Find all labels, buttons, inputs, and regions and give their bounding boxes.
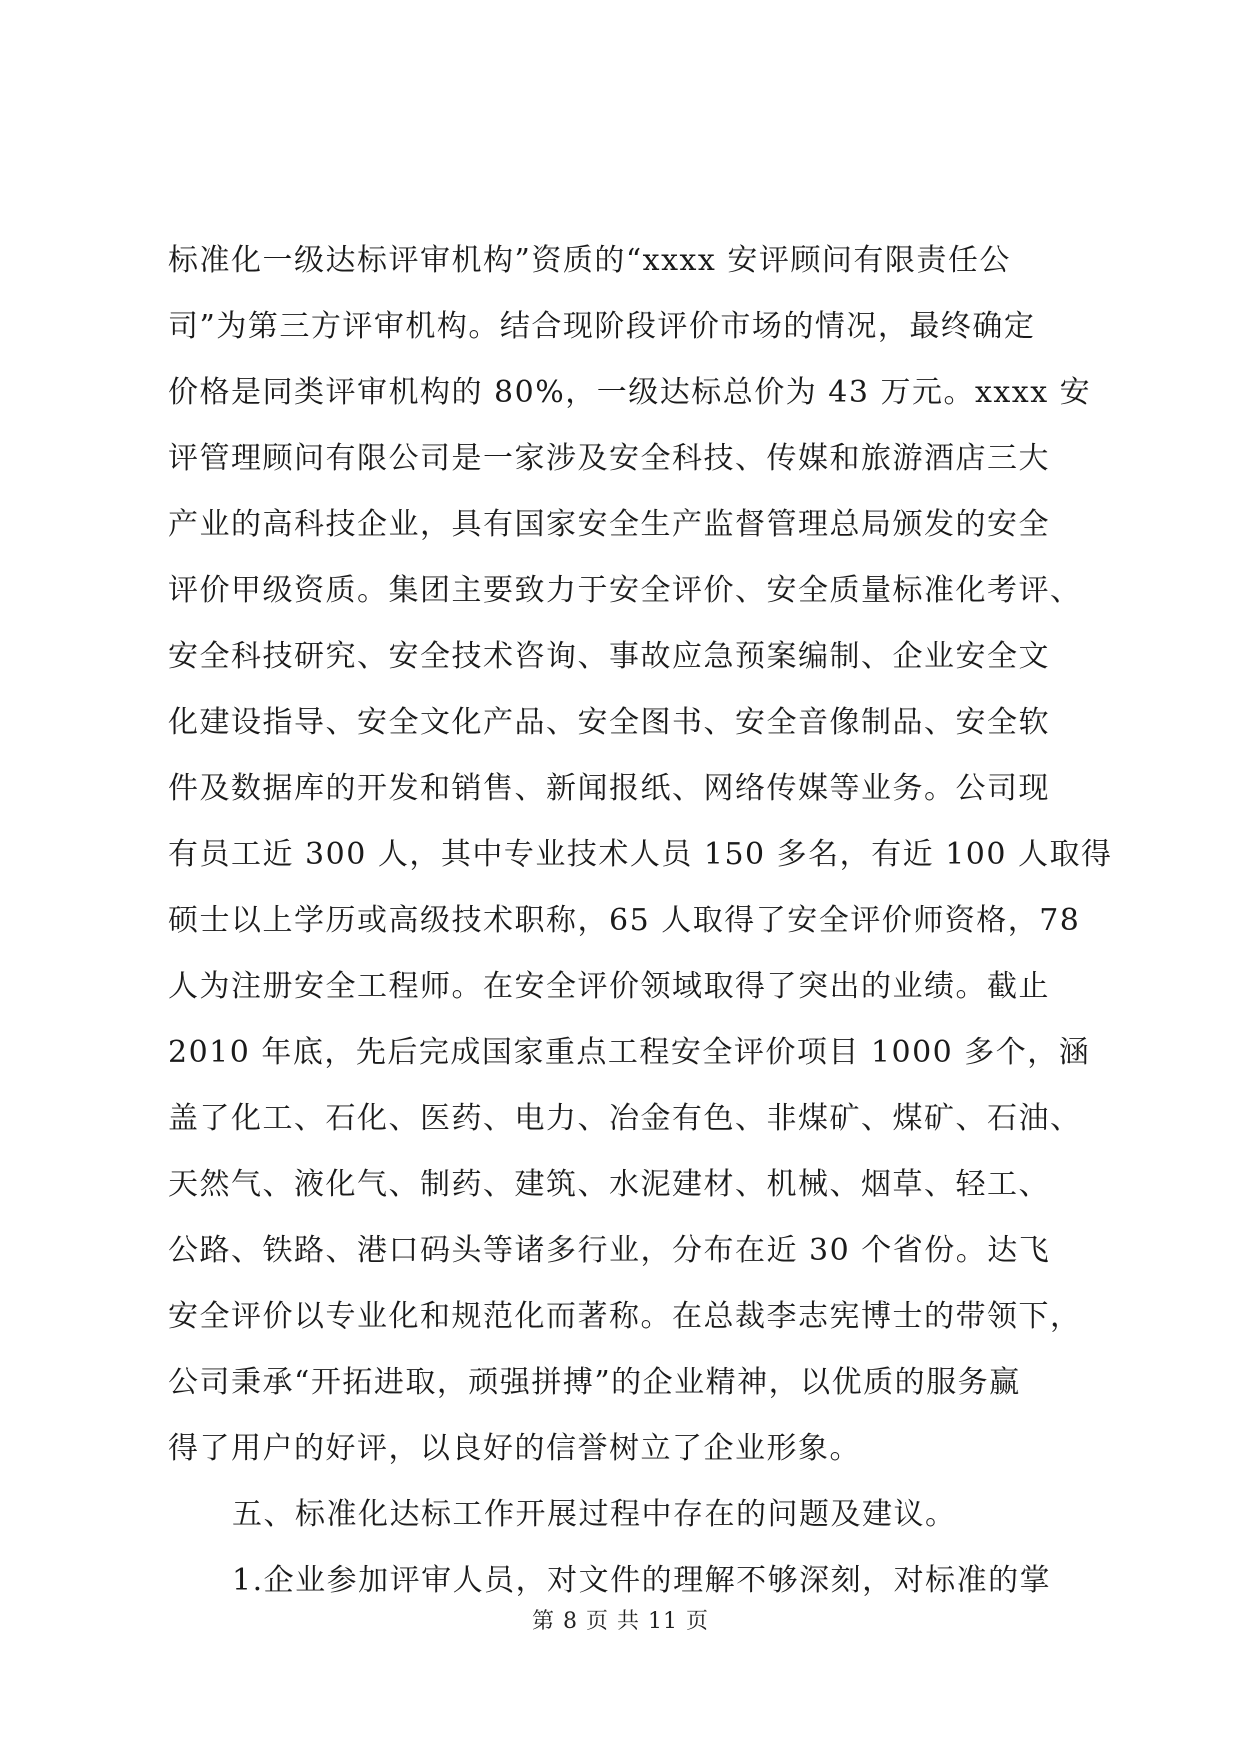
paragraph-line: 公路、铁路、港口码头等诸多行业，分布在近 30 个省份。达飞	[168, 1233, 1051, 1268]
list-item: 1.企业参加评审人员，对文件的理解不够深刻，对标准的掌	[232, 1563, 1052, 1598]
paragraph-line: 有员工近 300 人，其中专业技术人员 150 多名，有近 100 人取得	[168, 837, 1113, 872]
paragraph-line: 2010 年底，先后完成国家重点工程安全评价项目 1000 多个，涵	[168, 1035, 1091, 1070]
paragraph-line: 件及数据库的开发和销售、新闻报纸、网络传媒等业务。公司现	[168, 771, 1050, 806]
body-text	[168, 228, 1113, 1614]
paragraph-line: 天然气、液化气、制药、建筑、水泥建材、机械、烟草、轻工、	[168, 1167, 1050, 1202]
paragraph-line: 盖了化工、石化、医药、电力、冶金有色、非煤矿、煤矿、石油、	[168, 1101, 1082, 1136]
paragraph-line: 化建设指导、安全文化产品、安全图书、安全音像制品、安全软	[168, 705, 1050, 740]
paragraph-line: 评管理顾问有限公司是一家涉及安全科技、传媒和旅游酒店三大	[168, 441, 1050, 476]
paragraph-line: 安全科技研究、安全技术咨询、事故应急预案编制、企业安全文	[168, 639, 1050, 674]
paragraph-line: 人为注册安全工程师。在安全评价领域取得了突出的业绩。截止	[168, 969, 1050, 1004]
section-heading: 五、标准化达标工作开展过程中存在的问题及建议。	[232, 1497, 957, 1532]
paragraph-line: 得了用户的好评，以良好的信誉树立了企业形象。	[168, 1431, 861, 1466]
paragraph-line: 产业的高科技企业，具有国家安全生产监督管理总局颁发的安全	[168, 507, 1050, 542]
paragraph-line: 标准化一级达标评审机构”资质的“xxxx 安评顾问有限责任公	[168, 243, 1011, 278]
page-number: 第 8 页 共 11 页	[532, 1609, 709, 1634]
paragraph-line: 硕士以上学历或高级技术职称，65 人取得了安全评价师资格，78	[168, 903, 1081, 938]
paragraph-line: 安全评价以专业化和规范化而著称。在总裁李志宪博士的带领下，	[168, 1299, 1082, 1334]
paragraph-line: 公司秉承“开拓进取，顽强拼搏”的企业精神，以优质的服务赢	[168, 1365, 1021, 1400]
paragraph-line: 司”为第三方评审机构。结合现阶段评价市场的情况，最终确定	[168, 309, 1036, 344]
paragraph-line: 价格是同类评审机构的 80%，一级达标总价为 43 万元。xxxx 安	[168, 375, 1092, 410]
paragraph-line: 评价甲级资质。集团主要致力于安全评价、安全质量标准化考评、	[168, 573, 1082, 608]
